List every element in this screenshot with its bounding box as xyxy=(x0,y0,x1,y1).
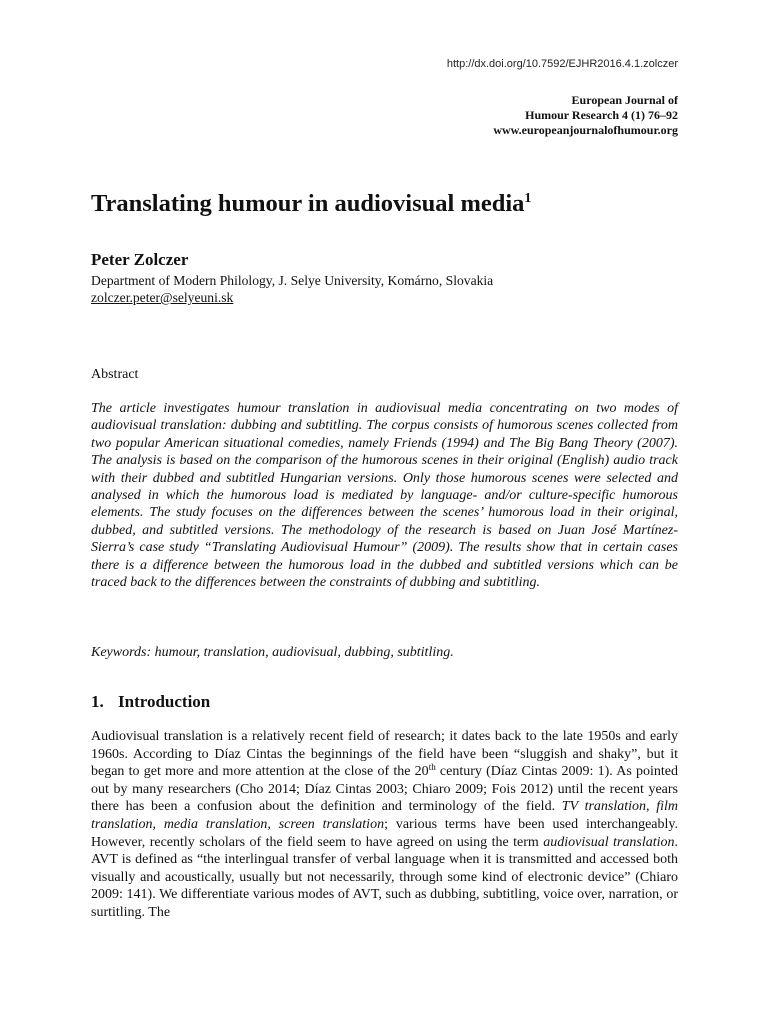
term-italic: screen translation xyxy=(278,816,385,832)
author-email-link[interactable]: zolczer.peter@selyeuni.sk xyxy=(91,290,234,305)
section-title: Introduction xyxy=(118,692,211,711)
author-name: Peter Zolczer xyxy=(91,250,189,269)
journal-info xyxy=(493,93,678,138)
journal-name-line1: European Journal of xyxy=(571,93,678,107)
paragraph-text: century (Díaz Cintas 2009: 1). As pointed out by many researchers (Cho 2014; Díaz Cintas 2003; Chiaro 2009; Fois 2012) until the recent years there has been a confusion about the definition and terminology of the field. xyxy=(91,764,679,815)
title-footnote-marker[interactable]: 1 xyxy=(524,191,532,206)
introduction-paragraph xyxy=(91,728,678,922)
paragraph-text: . AVT is defined as “the interlingual transfer of verbal language when it is transmitted and accessed both visually and acoustically, usually but not necessarily, through some kind of electronic device” (Chiaro 2009: 141). We differentiate various modes of AVT, such as dubbing, subtitling, voice over, narration, or surtitling. The xyxy=(91,834,678,920)
doi-link[interactable]: http://dx.doi.org/10.7592/EJHR2016.4.1.zolczer xyxy=(446,58,678,70)
journal-website-link[interactable]: www.europeanjournalofhumour.org xyxy=(493,123,678,137)
paragraph-text: Audiovisual translation is a relatively recent field of research; it dates back to the late 1950s and early 1960s. According to Díaz Cintas the beginnings of the field have been “sluggish and shaky”, but it began to get more and more attention at the close of the 20 xyxy=(91,729,678,780)
abstract-heading: Abstract xyxy=(91,367,139,382)
abstract-text: The article investigates humour translation in audiovisual media concentrating on two modes of audiovisual translation: dubbing and subtitling. The corpus consists of humorous scenes collected from two popular American situational comedies, namely Friends (1994) and The Big Bang Theory (2007). The analysis is based on the comparison of the humorous scenes in their original (English) audio track with their dubbed and subtitled Hungarian versions. Only those humorous scenes were selected and analysed in which the humorous load is mediated by language- and/or culture-specific humorous elements. The study focuses on the differences between the scenes’ humorous load in their original, dubbed, and subtitled versions. The methodology of the research is based on Juan José Martínez-Sierra’s case study “Translating Audiovisual Humour” (2009). The results show that in certain cases there is a difference between the humorous load in the dubbed and subtitled versions which can be traced back to the differences between the constraints of dubbing and subtitling. xyxy=(91,401,678,591)
section-number: 1. xyxy=(91,692,104,711)
superscript-th: th xyxy=(428,762,436,773)
paragraph-text: , xyxy=(267,816,279,832)
article-title-text: Translating humour in audiovisual media xyxy=(91,190,525,217)
paragraph-text: ; various terms have been used interchangeably. However, recently scholars of the field seem to have agreed on using the term xyxy=(91,816,678,850)
term-italic: audiovisual translation xyxy=(543,834,675,850)
author-affiliation-block xyxy=(91,272,493,306)
author-affiliation: Department of Modern Philology, J. Selye University, Komárno, Slovakia xyxy=(91,273,494,288)
section-heading-introduction xyxy=(91,692,210,712)
keywords-line: Keywords: humour, translation, audiovisual, dubbing, subtitling. xyxy=(91,645,454,660)
article-title xyxy=(91,190,531,218)
term-italic: TV translation, film translation, media translation xyxy=(91,799,678,832)
journal-volume-line: Humour Research 4 (1) 76–92 xyxy=(525,108,678,122)
